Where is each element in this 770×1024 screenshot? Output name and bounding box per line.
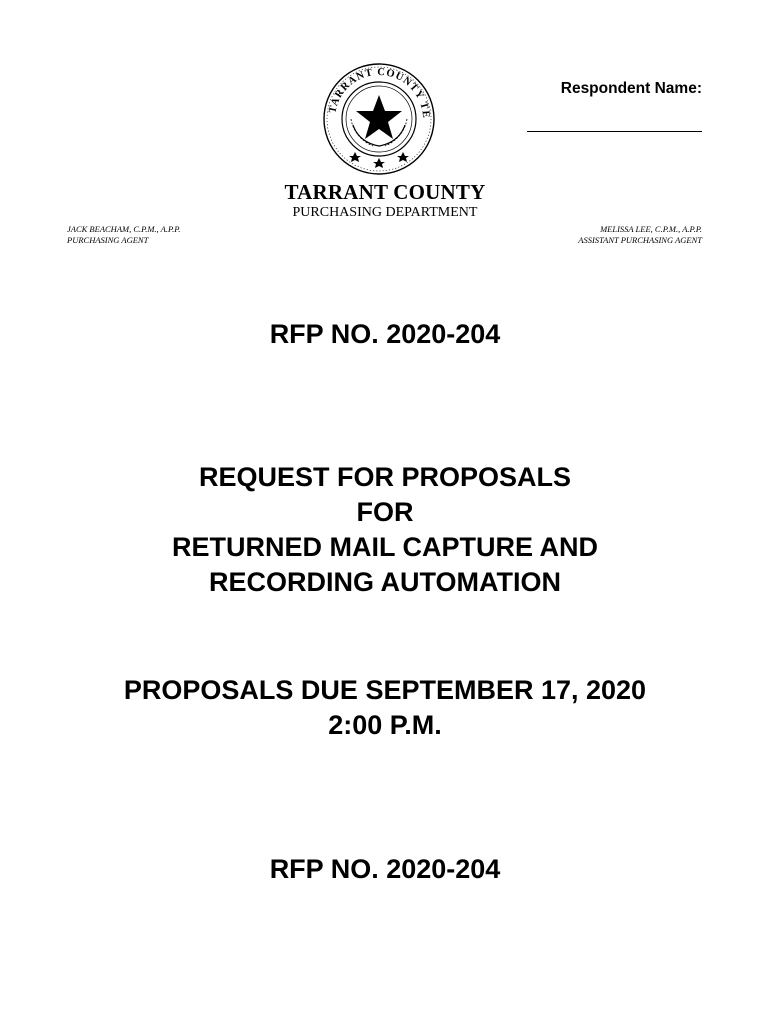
rfp-number-bottom: RFP NO. 2020-204 bbox=[269, 854, 501, 884]
assistant-agent-title: ASSISTANT PURCHASING AGENT bbox=[578, 234, 702, 245]
purchasing-agent-name: JACK BEACHAM, C.P.M., A.P.P. bbox=[67, 224, 181, 234]
rfp-title-line: RETURNED MAIL CAPTURE AND bbox=[171, 532, 598, 562]
respondent-name-field[interactable] bbox=[527, 131, 702, 132]
rfp-title-line: RECORDING AUTOMATION bbox=[209, 567, 561, 597]
proposals-due-time: 2:00 P.M. bbox=[328, 710, 442, 740]
assistant-agent-name: MELISSA LEE, C.P.M., A.P.P. bbox=[600, 224, 702, 234]
purchasing-agent-title: PURCHASING AGENT bbox=[67, 234, 149, 245]
county-seal-icon bbox=[322, 62, 436, 176]
rfp-title-line: REQUEST FOR PROPOSALS bbox=[198, 462, 572, 492]
seal-ring-text: TARRANT COUNTY TE bbox=[327, 66, 432, 120]
rfp-title bbox=[0, 460, 770, 600]
proposals-due-date: PROPOSALS DUE SEPTEMBER 17, 2020 bbox=[123, 675, 647, 705]
county-name: TARRANT COUNTY bbox=[284, 180, 486, 204]
department-name: PURCHASING DEPARTMENT bbox=[292, 205, 478, 220]
rfp-title-line: FOR bbox=[356, 497, 414, 527]
respondent-name-label: Respondent Name: bbox=[560, 80, 702, 97]
rfp-number-top: RFP NO. 2020-204 bbox=[269, 319, 501, 349]
proposals-due bbox=[0, 673, 770, 743]
purchasing-agent-block bbox=[67, 224, 180, 245]
assistant-agent-block bbox=[578, 224, 702, 245]
